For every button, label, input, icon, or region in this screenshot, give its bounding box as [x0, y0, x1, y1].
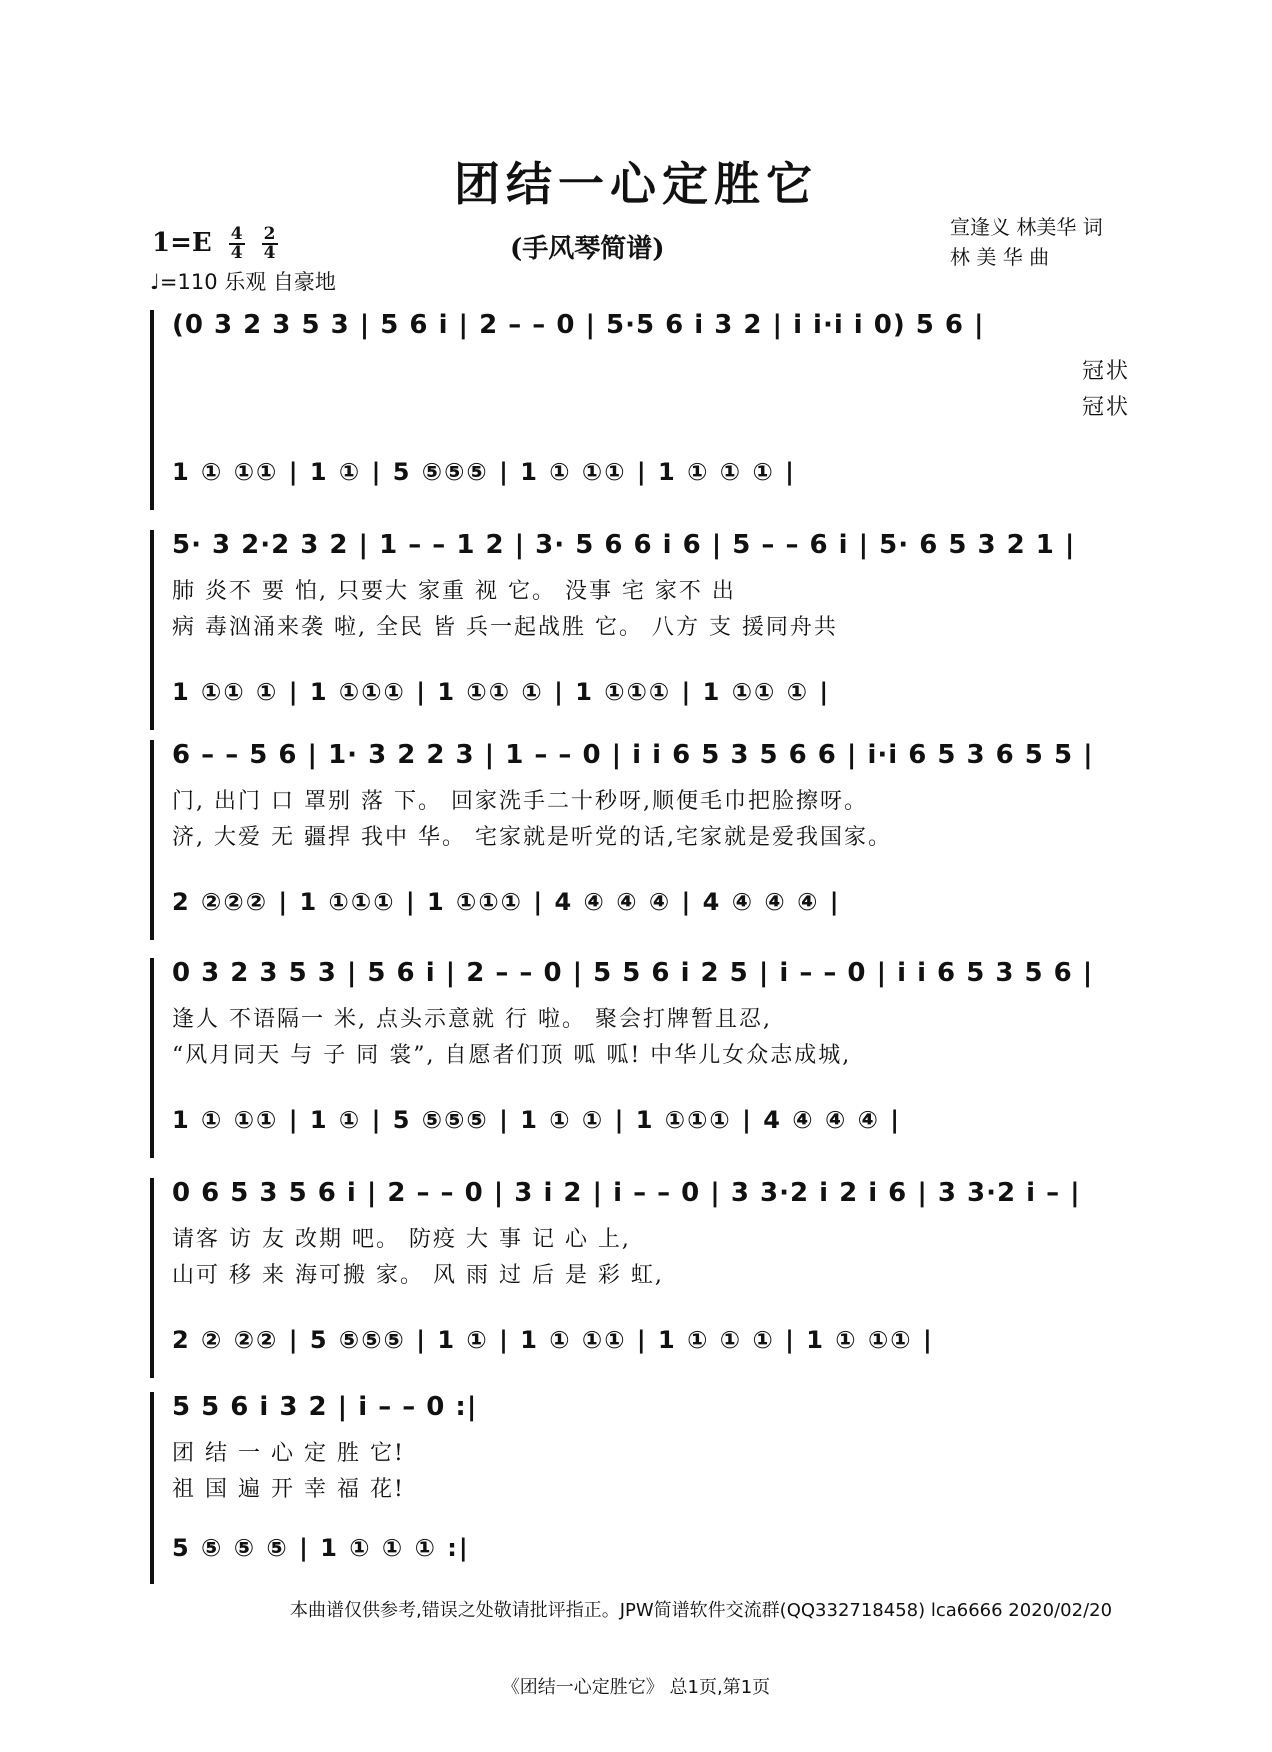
system-bracket: [150, 1392, 162, 1584]
accompaniment-line: 1 ① ①① | 1 ① | 5 ⑤⑤⑤ | 1 ① ①① | 1 ① ① ① |: [172, 458, 796, 486]
accompaniment-line: 1 ①① ① | 1 ①①① | 1 ①① ① | 1 ①①① | 1 ①① ① |: [172, 678, 831, 706]
score-system-1: [152, 310, 1132, 510]
footer-note: 本曲谱仅供参考,错误之处敬请批评指正。JPW简谱软件交流群(QQ332718458) lca6666 2020/02/20: [290, 1600, 1113, 1621]
lyrics-verse-2: “风月同天 与 子 同 裳”, 自愿者们顶 呱 呱! 中华儿女众志成城,: [172, 1043, 852, 1068]
system-bracket: [150, 530, 162, 730]
score-title: 团结一心定胜它: [454, 157, 818, 211]
system-bracket: [150, 310, 162, 510]
lyrics-verse-2: 病 毒汹涌来袭 啦, 全民 皆 兵一起战胜 它。 八方 支 援同舟共: [172, 615, 838, 640]
time-signature-2-numerator: 2: [263, 224, 276, 244]
score-subtitle: (手风琴简谱): [510, 234, 665, 264]
lyrics-verse-1: 门, 出门 口 罩别 落 下。 回家洗手二十秒呀,顺便毛巾把脸擦呀。: [172, 789, 868, 814]
melody-line: 5 5 6 i 3 2 | i – – 0 :|: [172, 1392, 478, 1422]
time-signature-1: [229, 226, 245, 262]
page-info: 《团结一心定胜它》 总1页,第1页: [501, 1677, 771, 1698]
lyrics-verse-2: 山可 移 来 海可搬 家。 风 雨 过 后 是 彩 虹,: [172, 1263, 664, 1288]
lyrics-verse-1: 团 结 一 心 定 胜 它!: [172, 1441, 405, 1466]
accompaniment-line: 2 ② ②② | 5 ⑤⑤⑤ | 1 ① | 1 ① ①① | 1 ① ① ① | 1 ① ①① |: [172, 1326, 934, 1354]
key-signature: [152, 226, 278, 262]
time-signature-2-denominator: 4: [263, 243, 276, 263]
accompaniment-line: 5 ⑤ ⑤ ⑤ | 1 ① ① ① :|: [172, 1534, 470, 1562]
key-label: 1=E: [152, 228, 212, 258]
system-bracket: [150, 740, 162, 940]
time-signature-2: [262, 226, 278, 262]
lyrics-verse-1: 肺 炎不 要 怕, 只要大 家重 视 它。 没事 宅 家不 出: [172, 579, 736, 604]
score-system-6: [152, 1392, 1132, 1584]
lyrics-verse-1: 冠状: [1082, 359, 1131, 384]
lyrics-verse-2: 冠状: [1082, 395, 1131, 420]
score-system-3: [152, 740, 1132, 940]
accompaniment-line: 1 ① ①① | 1 ① | 5 ⑤⑤⑤ | 1 ① ① | 1 ①①① | 4 ④ ④ ④ |: [172, 1106, 902, 1134]
melody-line: 0 3 2 3 5 3 | 5 6 i | 2 – – 0 | 5 5 6 i 2 5 | i – – 0 | i i 6 5 3 5 6 |: [172, 958, 1094, 988]
melody-line: 0 6 5 3 5 6 i | 2 – – 0 | 3 i 2 | i – – 0 | 3 3·2 i 2 i 6 | 3 3·2 i – |: [172, 1178, 1081, 1208]
score-system-2: [152, 530, 1132, 730]
time-signature-1-denominator: 4: [230, 243, 243, 263]
tempo-marking: ♩=110 乐观 自豪地: [150, 270, 336, 294]
lyricists: 宣逢义 林美华 词: [950, 215, 1103, 239]
melody-line: 5· 3 2·2 3 2 | 1 – – 1 2 | 3· 5 6 6 i 6 | 5 – – 6 i | 5· 6 5 3 2 1 |: [172, 530, 1076, 560]
system-bracket: [150, 1178, 162, 1378]
lyrics-verse-1: 逢人 不语隔一 米, 点头示意就 行 啦。 聚会打牌暂且忍,: [172, 1007, 772, 1032]
composer: 林 美 华 曲: [950, 245, 1050, 269]
time-signature-1-numerator: 4: [230, 224, 243, 244]
score-system-4: [152, 958, 1132, 1158]
system-bracket: [150, 958, 162, 1158]
melody-line: 6 – – 5 6 | 1· 3 2 2 3 | 1 – – 0 | i i 6 5 3 5 6 6 | i·i 6 5 3 6 5 5 |: [172, 740, 1094, 770]
melody-line: (0 3 2 3 5 3 | 5 6 i | 2 – – 0 | 5·5 6 i 3 2 | i i·i i 0) 5 6 |: [172, 310, 985, 340]
lyrics-verse-2: 祖 国 遍 开 幸 福 花!: [172, 1477, 405, 1502]
accompaniment-line: 2 ②②② | 1 ①①① | 1 ①①① | 4 ④ ④ ④ | 4 ④ ④ ④ |: [172, 888, 841, 916]
score-system-5: [152, 1178, 1132, 1378]
lyrics-verse-2: 济, 大爱 无 疆捍 我中 华。 宅家就是听党的话,宅家就是爱我国家。: [172, 825, 892, 850]
lyrics-verse-1: 请客 访 友 改期 吧。 防疫 大 事 记 心 上,: [172, 1227, 631, 1252]
credits: [950, 212, 1103, 272]
